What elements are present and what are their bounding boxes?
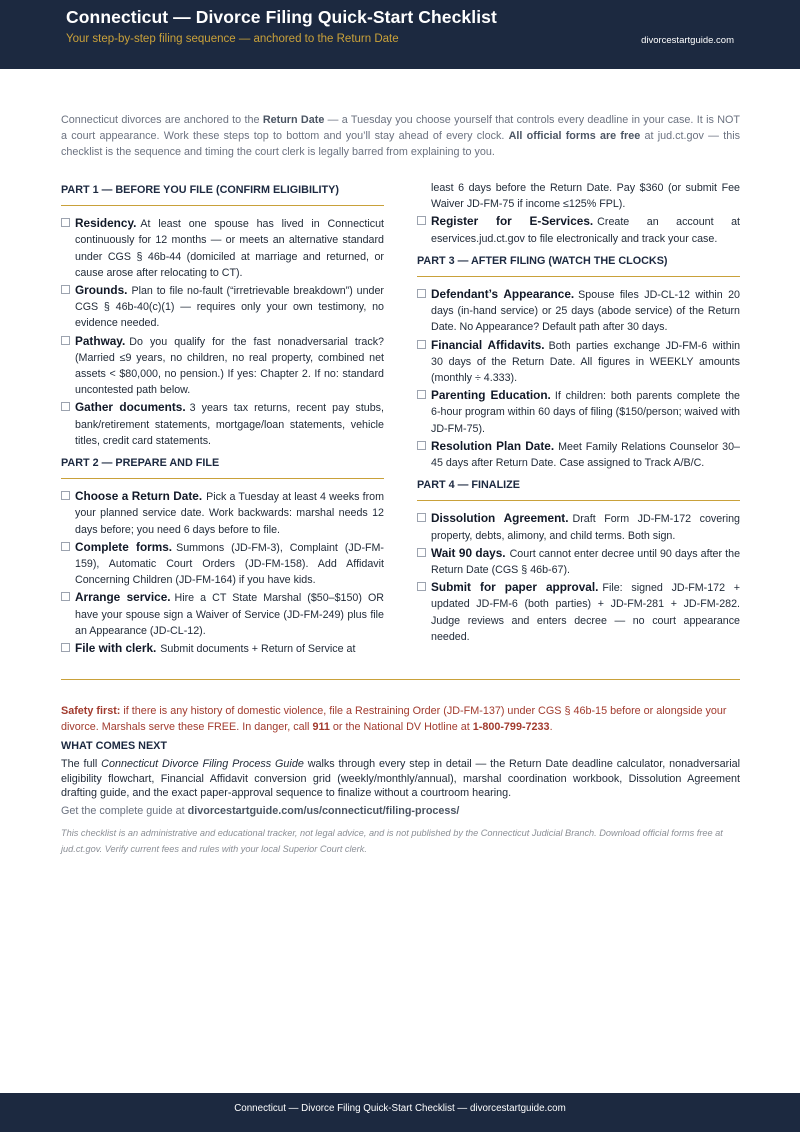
page-title: Connecticut — Divorce Filing Quick-Start Checklist	[66, 7, 497, 27]
what-comes-next-body	[61, 757, 740, 801]
item-label: Choose a Return Date.	[75, 489, 203, 504]
checkbox[interactable]	[417, 216, 426, 225]
item-label: Arrange service.	[75, 590, 171, 605]
checklist-item-grounds	[61, 282, 384, 332]
item-label: Grounds.	[75, 283, 128, 298]
item-text: If children: both parents complete the 6-hour program within 60 days of filing ($150/person; waived with JD-FM-75).	[431, 390, 740, 435]
item-label: Defendant’s Appearance.	[431, 287, 575, 302]
checkbox[interactable]	[61, 491, 70, 500]
guide-link-line	[61, 805, 459, 817]
checklist-item-dissolution-agreement	[417, 510, 740, 543]
safety-hotline-number: 1-800-799-7233	[472, 721, 550, 733]
item-text: Submit documents + Return of Service at	[160, 643, 356, 656]
item-text: Both parties exchange JD-FM-6 within 30 days of the Return Date. All figures in WEEKLY amounts (monthly ÷ 4.333).	[431, 339, 741, 385]
item-text: Meet Family Relations Counselor 30–45 days after Return Date. Case assigned to Track A/B/C.	[431, 440, 740, 470]
page-footer	[0, 1093, 800, 1132]
checklist-item-parenting-education	[417, 387, 740, 437]
item-label: Financial Affidavits.	[431, 337, 545, 352]
safety-notice	[61, 703, 740, 735]
item-text: At least one spouse has lived in Connecticut continuously for 12 months — or meets an alternative standard under CGS § 46b-44 (domiciled at marriage and returned, or cause arose after relocating to CT).	[75, 218, 384, 279]
item-text: Pick a Tuesday at least 4 weeks from your planned service date. Work backwards: marshal needs 12 days before; you need 6 days before to file.	[75, 491, 385, 536]
item-text: Summons (JD-FM-3), Complaint (JD-FM-159), Automatic Court Orders (JD-FM-158). Add Affidavit Concerning Children (JD-FM-164) if you have kids.	[75, 541, 384, 587]
item-label: Register for E-Services.	[431, 214, 594, 229]
checklist-item-defendant-appearance	[417, 286, 740, 336]
guide-link[interactable]: divorcestartguide.com/us/connecticut/filing-process/	[187, 805, 460, 817]
intro-text-1: Connecticut divorces are anchored to the	[61, 114, 263, 126]
item-label: Pathway.	[75, 333, 126, 348]
item-label: Gather documents.	[75, 400, 186, 415]
item-label: Submit for paper approval.	[431, 580, 599, 595]
part-3-heading: PART 3 — AFTER FILING (WATCH THE CLOCKS)	[417, 253, 740, 277]
checklist-item-resolution-plan-date	[417, 438, 740, 471]
checkbox[interactable]	[61, 592, 70, 601]
part-1-heading: PART 1 — BEFORE YOU FILE (CONFIRM ELIGIBILITY)	[61, 182, 384, 206]
checklist-item-wait-90-days	[417, 545, 740, 578]
item-text: Spouse files JD-CL-12 within 20 days (in-hand service) or 25 days (abode service) of the Return Date. No Appearance? Default path after 30 days.	[431, 289, 740, 334]
checkbox[interactable]	[417, 289, 426, 298]
header-site: divorcestartguide.com	[641, 35, 734, 46]
checklist-item-complete-forms	[61, 539, 384, 589]
file-with-clerk-continuation: least 6 days before the Return Date. Pay $360 (or submit Fee Waiver JD-FM-75 if income ≤125% FPL).	[431, 182, 740, 211]
checklist-item-paper-approval	[417, 579, 740, 645]
checkbox[interactable]	[61, 402, 70, 411]
intro-bold-return-date: Return Date	[262, 114, 325, 126]
checklist-item-arrange-service	[61, 589, 384, 639]
intro-paragraph	[61, 112, 740, 160]
checklist-item-financial-affidavits	[417, 337, 740, 387]
item-label: Dissolution Agreement.	[431, 511, 569, 526]
checkbox[interactable]	[61, 218, 70, 227]
checkbox[interactable]	[417, 340, 426, 349]
checkbox[interactable]	[417, 441, 426, 450]
part-2-heading: PART 2 — PREPARE AND FILE	[61, 455, 384, 479]
checkbox[interactable]	[61, 643, 70, 652]
item-text: Create an account at eservices.jud.ct.gov to file electronically and track your case.	[431, 216, 740, 245]
section-divider	[61, 679, 740, 680]
item-text: Plan to file no-fault (“irretrievable breakdown”) under CGS § 46b-40(c)(1) — requires only your own testimony, no evidence needed.	[75, 285, 384, 330]
checkbox[interactable]	[61, 336, 70, 345]
checklist-item-return-date	[61, 488, 384, 538]
part-4-heading: PART 4 — FINALIZE	[417, 477, 740, 501]
next-text-1: The full	[61, 758, 102, 770]
next-text-2: walks through every step in detail — the Return Date deadline calculator, nonadversarial eligibility flowchart, Financial Affidavit conversion grid (weekly/monthly/annual), marshal coordination workbook, Dissolution Agreement drafting guide, and the exact paper-approval sequence to finalize without a courtroom hearing.	[61, 758, 740, 799]
checklist-item-gather-documents	[61, 399, 384, 449]
item-label: Wait 90 days.	[431, 545, 506, 560]
page-subtitle: Your step-by-step filing sequence — anchored to the Return Date	[66, 33, 399, 45]
safety-emergency-number: 911	[312, 721, 330, 733]
item-label: Parenting Education.	[431, 388, 551, 403]
safety-text-1: if there is any history of domestic violence, file a Restraining Order (JD-FM-137) under CGS § 46b-15 before or alongside your divorce. Marshals serve these FREE. In danger, call	[61, 705, 727, 733]
item-text: Do you qualify for the fast nonadversarial track? (Married ≤9 years, no children, no real property, combined net assets < $80,000, no pension.) If yes: Chapter 2. If no: standard uncontested path below.	[75, 335, 384, 397]
page-header	[0, 0, 800, 69]
right-column	[417, 180, 740, 646]
item-text: Draft Form JD-FM-172 covering property, debts, alimony, and child terms. Both sign.	[431, 513, 740, 542]
guide-link-prefix: Get the complete guide at	[61, 805, 188, 817]
item-label: Complete forms.	[75, 539, 173, 554]
safety-text-2: or the National DV Hotline at	[329, 721, 473, 733]
checklist-item-register-eservices	[417, 213, 740, 246]
item-text: File: signed JD-FM-172 + updated JD-FM-6 (both parties) + JD-FM-281 + JD-FM-282. Judge reviews and enters decree — no court appearance needed.	[431, 582, 741, 643]
item-text: 3 years tax returns, recent pay stubs, bank/retirement statements, mortgage/loan statements, vehicle titles, credit card statements.	[75, 402, 384, 447]
intro-text-3: at jud.ct.gov — this checklist is the sequence and timing the court clerk is legally barred from explaining to you.	[61, 130, 741, 158]
checkbox[interactable]	[61, 542, 70, 551]
safety-label: Safety first:	[61, 705, 121, 717]
item-label: Resolution Plan Date.	[431, 438, 555, 453]
item-label: Residency.	[75, 216, 137, 231]
footer-text: Connecticut — Divorce Filing Quick-Start Checklist — divorcestartguide.com	[234, 1103, 566, 1114]
checkbox[interactable]	[417, 513, 426, 522]
safety-text-3: .	[549, 721, 553, 733]
checklist-item-pathway	[61, 333, 384, 399]
checklist-item-residency	[61, 215, 384, 281]
checklist-item-file-with-clerk	[61, 640, 384, 657]
checkbox[interactable]	[417, 548, 426, 557]
checkbox[interactable]	[61, 285, 70, 294]
item-text: Court cannot enter decree until 90 days after the Return Date (CGS § 46b-67).	[431, 547, 741, 577]
checkbox[interactable]	[417, 582, 426, 591]
disclaimer: This checklist is an administrative and educational tracker, not legal advice, and is not published by the Connecticut Judicial Branch. Download official forms free at jud.ct.gov. Verify current fees and rules with your local Superior Court clerk.	[61, 828, 723, 854]
intro-bold-free-forms: All official forms are free	[508, 130, 641, 142]
what-comes-next-heading: WHAT COMES NEXT	[61, 740, 167, 752]
intro-text-2: — a Tuesday you choose yourself that controls every deadline in your case. It is NOT a court appearance. Work these steps top to bottom and you’ll stay ahead of every clock.	[61, 114, 740, 142]
item-text: Hire a CT State Marshal ($50–$150) OR have your spouse sign a Waiver of Service (JD-FM-249) plus file an Appearance (JD-CL-12).	[75, 592, 384, 637]
checkbox[interactable]	[417, 390, 426, 399]
left-column	[61, 180, 384, 658]
item-label: File with clerk.	[75, 641, 157, 656]
guide-title: Connecticut Divorce Filing Process Guide	[101, 758, 304, 770]
